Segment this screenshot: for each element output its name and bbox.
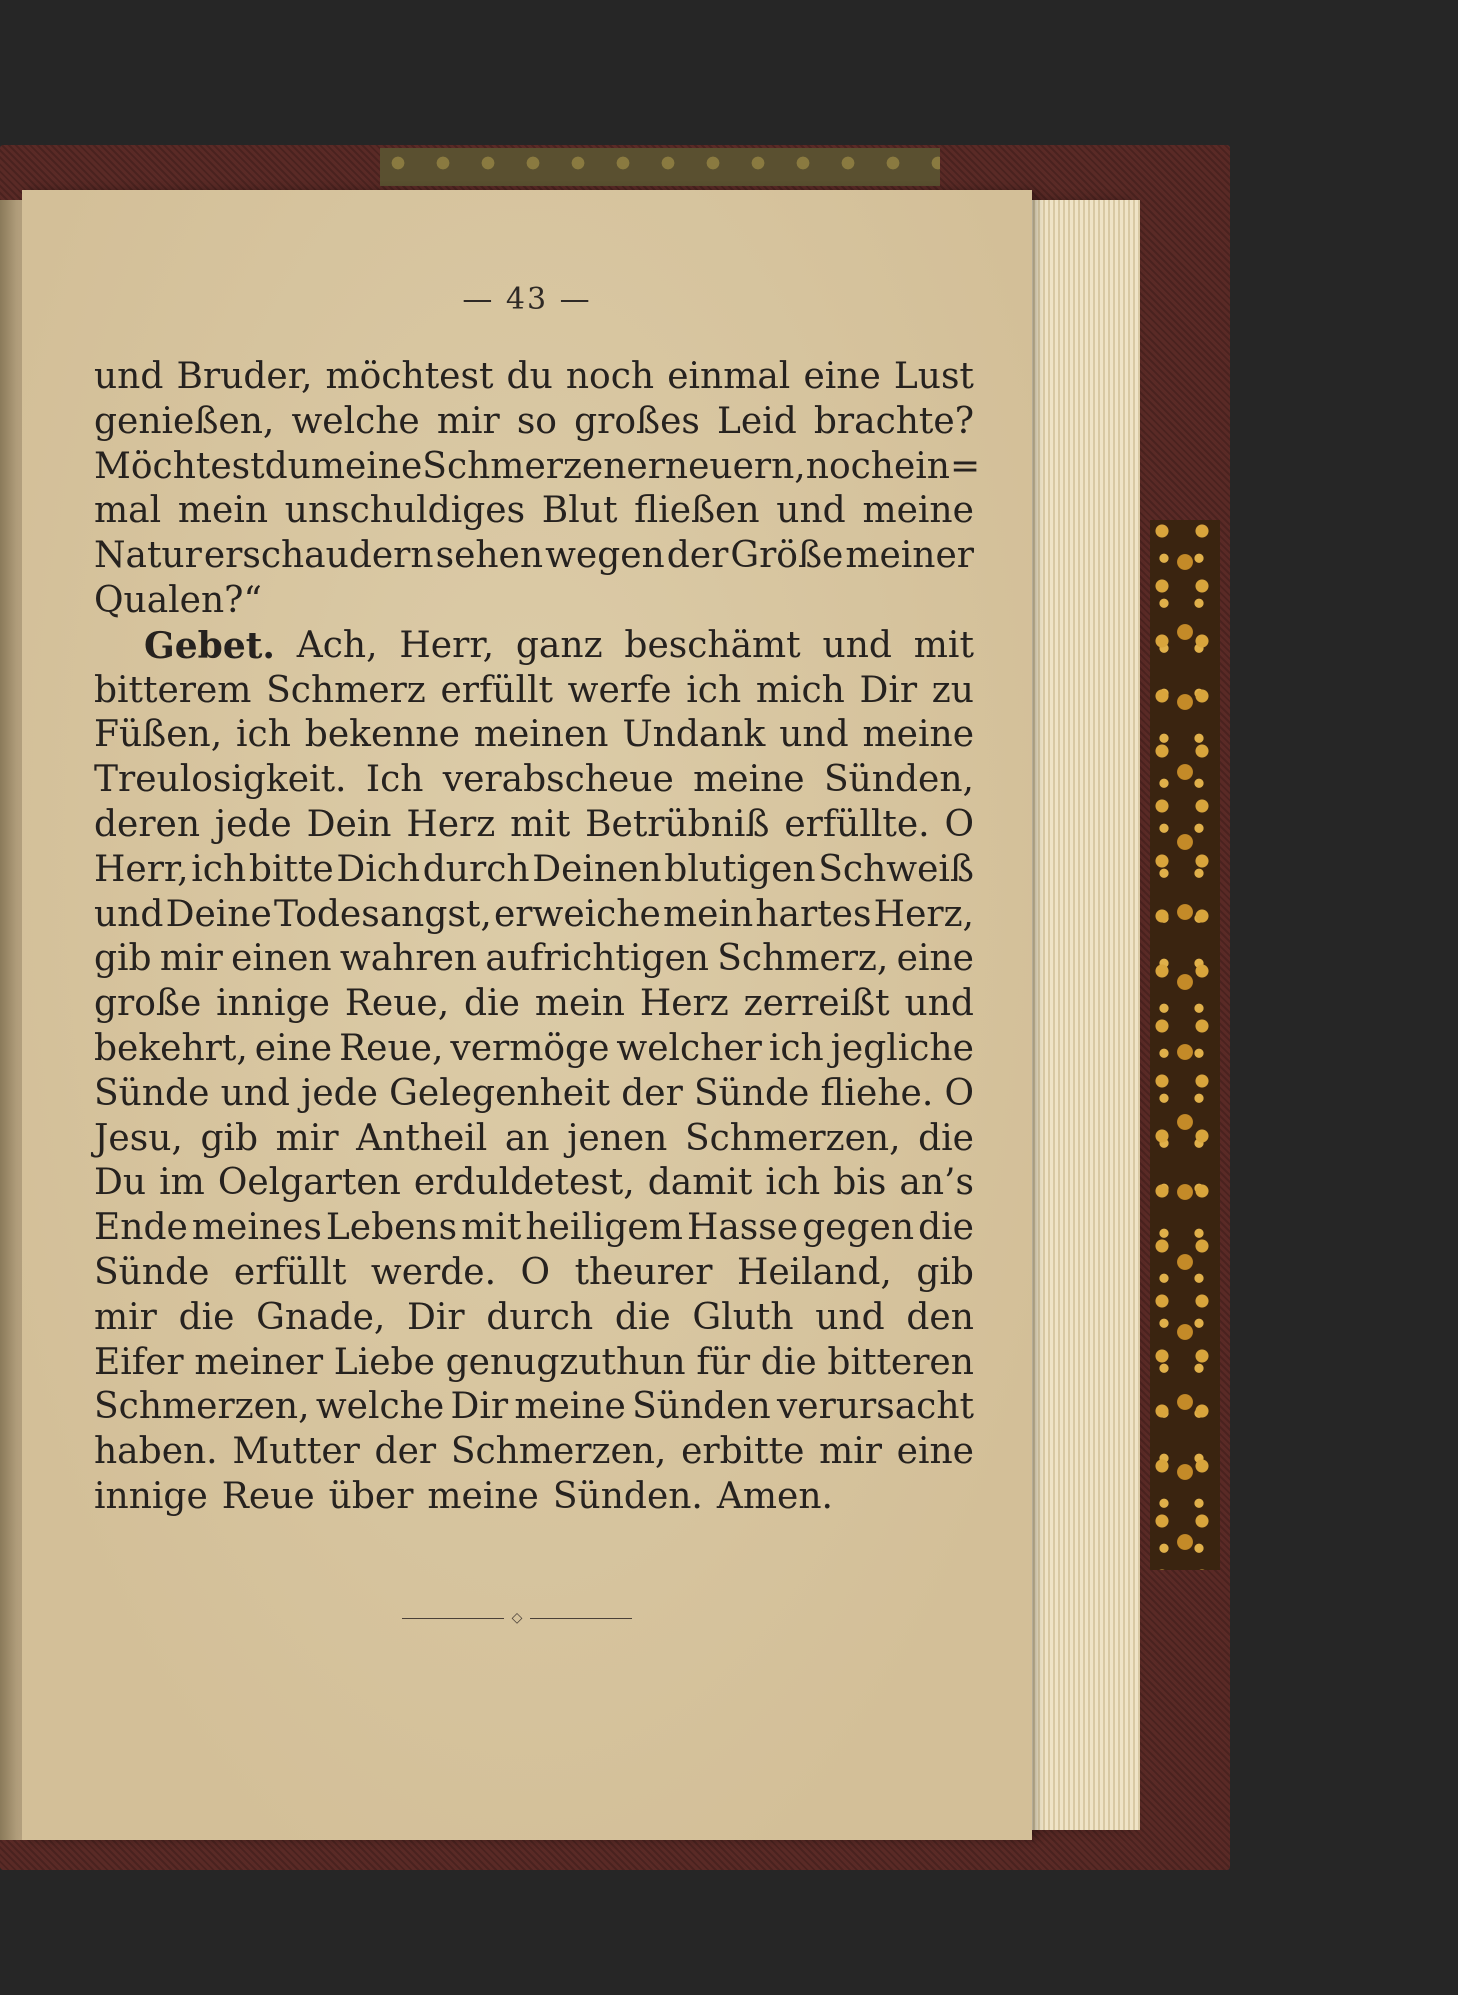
text-word: wahren <box>339 938 478 980</box>
text-word: erweiche <box>494 893 661 935</box>
text-word: Füßen, <box>94 714 223 756</box>
page-stack-edge <box>1020 200 1140 1830</box>
text-word: erneuern, <box>626 445 806 487</box>
text-word: gib <box>200 1117 259 1159</box>
text-word: zu <box>931 669 974 711</box>
text-line <box>94 445 981 490</box>
text-word: verursacht <box>776 1386 974 1428</box>
text-word: die <box>614 1296 671 1338</box>
text-word: fließen <box>634 490 760 532</box>
text-word: du <box>264 445 311 487</box>
text-word: ich <box>768 1027 824 1069</box>
text-word: möchtest <box>325 356 494 397</box>
text-word: Hasse <box>686 1207 799 1249</box>
text-word: die <box>760 1341 817 1383</box>
text-line <box>94 1475 974 1520</box>
text-word: Ich <box>365 759 424 801</box>
text-word: an’s <box>899 1162 974 1204</box>
text-word: einmal <box>667 356 791 397</box>
text-word: der <box>666 535 729 577</box>
text-word: unschuldiges <box>284 490 526 532</box>
text-word: brachte? <box>813 400 974 442</box>
text-word: innige <box>216 983 330 1025</box>
text-word: erfüllt <box>440 669 553 711</box>
text-line <box>94 400 974 445</box>
text-word: Liebe <box>333 1341 435 1383</box>
text-word: durch <box>422 848 530 890</box>
text-word: mein <box>177 490 269 532</box>
text-word: bitterem <box>94 669 252 711</box>
text-word: Schmerzen <box>422 445 627 487</box>
text-word: Jesu, <box>94 1117 183 1159</box>
page-text <box>94 355 981 1520</box>
text-word: ein= <box>893 445 981 487</box>
text-word: Natur <box>94 535 202 577</box>
text-word: Schweiß <box>818 848 974 890</box>
text-word: Dir <box>450 1386 509 1428</box>
text-word: deren <box>94 803 201 845</box>
text-word: Lust <box>893 356 974 397</box>
text-line <box>94 1027 974 1072</box>
text-word: ich <box>686 669 742 711</box>
text-word: meine <box>514 1386 626 1428</box>
text-word: werfe <box>567 669 672 711</box>
text-word: mit <box>461 1207 522 1249</box>
text-word: erduldetest, <box>413 1162 635 1204</box>
text-word: eine <box>896 938 974 980</box>
text-word: ich <box>765 1162 821 1204</box>
text-line <box>94 1161 974 1206</box>
text-word: Lebens <box>325 1207 458 1249</box>
text-word: damit <box>647 1162 753 1204</box>
text-word: Bruder, <box>176 356 313 397</box>
text-word: einen <box>231 938 332 980</box>
text-word: meine <box>862 490 974 532</box>
text-word: Schmerz <box>266 669 426 711</box>
text-word: meinen <box>473 714 609 756</box>
text-word: genugzuthun <box>445 1341 686 1383</box>
text-word: erfüllt <box>233 1251 347 1293</box>
text-word: und <box>776 490 846 532</box>
text-word: Sünden, <box>823 759 974 801</box>
text-word: Größe <box>730 535 844 577</box>
page-number: — 43 — <box>462 282 592 317</box>
text-word: mal <box>94 490 162 532</box>
text-word: mein <box>534 983 625 1025</box>
text-word: großes <box>574 400 700 442</box>
text-word: bis <box>833 1162 887 1204</box>
text-word: Sünde <box>94 1251 210 1293</box>
text-word: Herr, <box>399 624 495 666</box>
text-word: Treulosigkeit. <box>94 759 347 801</box>
text-word: Schmerz, <box>717 938 889 980</box>
text-word: meines <box>191 1207 322 1249</box>
text-line <box>94 534 974 579</box>
ornament-glyph: ◇ <box>511 1610 523 1626</box>
text-word: werde. <box>370 1251 497 1293</box>
text-line <box>94 713 974 758</box>
text-word: Reue, <box>339 1027 444 1069</box>
text-word: aufrichtigen <box>485 938 709 980</box>
text-line <box>94 937 974 982</box>
text-line <box>94 1341 974 1386</box>
text-line <box>94 1296 974 1341</box>
text-word: Dich <box>336 848 421 890</box>
text-word: und <box>220 1072 290 1114</box>
text-line <box>94 982 974 1027</box>
ornament-rule-right <box>530 1618 632 1619</box>
text-word: große <box>94 983 202 1025</box>
text-word: der <box>621 1072 683 1114</box>
text-line <box>94 758 974 803</box>
text-word: bekenne <box>304 714 460 756</box>
text-word: bitte <box>248 848 334 890</box>
text-word: meine <box>693 759 805 801</box>
text-word: Gebet. <box>144 624 275 667</box>
text-word: Dir <box>859 669 918 711</box>
text-word: heiligem <box>525 1207 683 1249</box>
text-word: Gluth <box>692 1296 794 1338</box>
text-word: Mutter <box>232 1431 360 1473</box>
text-line <box>94 624 974 669</box>
text-word: erbitte <box>681 1431 805 1473</box>
text-word: und <box>94 893 164 935</box>
end-ornament <box>402 1608 632 1628</box>
book-page <box>22 190 1032 1840</box>
text-line <box>94 1430 974 1475</box>
text-word: mir <box>159 938 223 980</box>
text-word: und <box>94 356 164 397</box>
text-word: mir <box>94 1296 157 1338</box>
text-word: eine <box>803 356 881 397</box>
text-word: Heiland, <box>736 1251 892 1293</box>
text-line <box>94 1206 974 1251</box>
text-word: sehen <box>435 535 544 577</box>
text-line <box>94 1385 974 1430</box>
text-word: Oelgarten <box>217 1162 401 1204</box>
text-word: Gelegenheit <box>389 1072 611 1114</box>
text-word: Herr, <box>94 848 189 890</box>
text-word: meiner <box>845 535 974 577</box>
text-word: Sünde <box>94 1072 210 1114</box>
text-word: gib <box>94 938 152 980</box>
text-word: noch <box>805 445 894 487</box>
text-line <box>94 1117 974 1162</box>
text-word: eine <box>254 1027 333 1069</box>
text-word: und <box>904 983 974 1025</box>
text-word: Ach, <box>296 624 378 666</box>
text-word: welche <box>315 1386 445 1428</box>
text-word: so <box>516 400 557 442</box>
text-word: erfüllte. <box>784 803 930 845</box>
text-word: Herz <box>639 983 729 1025</box>
text-word: bekehrt, <box>94 1027 248 1069</box>
text-word: Eifer <box>94 1341 184 1383</box>
text-word: die <box>178 1296 235 1338</box>
marbled-page-edge <box>1150 520 1220 1570</box>
text-word: Gnade, <box>256 1296 386 1338</box>
text-line <box>94 669 974 714</box>
text-word: und <box>779 714 849 756</box>
text-word: mir <box>275 1117 339 1159</box>
text-word: beschämt <box>624 624 801 666</box>
text-word: gib <box>916 1251 974 1293</box>
text-word: fliehe. <box>820 1072 934 1114</box>
text-word: Leid <box>716 400 797 442</box>
text-word: Sünden <box>632 1386 771 1428</box>
text-word: ganz <box>515 624 603 666</box>
text-word: und <box>815 1296 885 1338</box>
text-word: mit <box>510 803 571 845</box>
text-word: an <box>504 1117 550 1159</box>
text-word: meine <box>862 714 974 756</box>
text-word: Betrübniß <box>585 803 770 845</box>
text-word: zerreißt <box>743 983 890 1025</box>
text-line <box>94 489 974 534</box>
text-word: mir <box>436 400 500 442</box>
text-line <box>94 848 974 893</box>
text-line <box>94 355 974 400</box>
text-line <box>94 579 974 624</box>
text-line <box>94 1251 974 1296</box>
text-word: wegen <box>545 535 665 577</box>
text-word: mir <box>819 1431 882 1473</box>
text-word: der <box>374 1431 437 1473</box>
text-word: jenen <box>567 1117 668 1159</box>
text-word: Deine <box>165 893 272 935</box>
text-word: Todesangst, <box>274 893 492 935</box>
text-word: jede <box>214 803 292 845</box>
text-word: Dir <box>407 1296 465 1338</box>
text-word: ich <box>191 848 247 890</box>
text-line <box>94 803 974 848</box>
text-word: Dein <box>306 803 392 845</box>
text-word: den <box>906 1296 974 1338</box>
text-word: die <box>918 1207 974 1249</box>
text-word: durch <box>486 1296 594 1338</box>
text-word: die <box>918 1117 974 1159</box>
text-word: verabscheue <box>442 759 674 801</box>
text-word: Schmerzen, <box>94 1386 310 1428</box>
text-word: Antheil <box>356 1117 488 1159</box>
text-word: welcher <box>616 1027 762 1069</box>
text-word: Blut <box>541 490 618 532</box>
text-word: mit <box>913 624 974 666</box>
text-word: jegliche <box>830 1027 974 1069</box>
text-word: gegen <box>802 1207 915 1249</box>
text-word: Amen. <box>716 1475 833 1517</box>
text-word: meine <box>310 445 423 487</box>
text-word: meine <box>427 1475 539 1517</box>
text-word: Ende <box>94 1207 188 1249</box>
text-word: du <box>506 356 553 397</box>
text-line <box>94 893 974 938</box>
text-word: Herz, <box>873 893 974 935</box>
text-word: vermöge <box>450 1027 610 1069</box>
text-word: genießen, <box>94 400 275 442</box>
marbled-cover-top <box>380 148 940 186</box>
text-word: im <box>159 1162 205 1204</box>
text-word: welche <box>291 400 420 442</box>
text-word: Möchtest <box>94 445 265 487</box>
text-word: Reue, <box>344 983 450 1025</box>
text-word: O <box>520 1251 551 1293</box>
text-word: mich <box>755 669 845 711</box>
text-word: die <box>464 983 520 1025</box>
text-line <box>94 1072 974 1117</box>
text-word: Undank <box>622 714 766 756</box>
text-word: innige <box>94 1475 208 1517</box>
text-word: ich <box>236 714 291 756</box>
text-word: erschaudern <box>203 535 434 577</box>
text-word: hartes <box>755 893 872 935</box>
text-word: für <box>696 1341 751 1383</box>
text-word: blutigen <box>664 848 816 890</box>
text-word: Qualen?“ <box>94 579 262 621</box>
text-word: noch <box>565 356 655 397</box>
text-word: jede <box>301 1072 378 1114</box>
text-word: Sünden. <box>552 1475 703 1517</box>
text-word: Schmerzen, <box>684 1117 901 1159</box>
ornament-rule-left <box>402 1618 504 1619</box>
text-word: eine <box>896 1431 974 1473</box>
text-word: Herz <box>406 803 496 845</box>
text-word: Reue <box>221 1475 315 1517</box>
text-word: über <box>328 1475 414 1517</box>
text-word: Sünde <box>693 1072 810 1114</box>
text-word: haben. <box>94 1431 218 1473</box>
text-word: bitteren <box>827 1341 974 1383</box>
text-word: Deinen <box>532 848 662 890</box>
text-word: O <box>944 803 974 845</box>
text-word: und <box>822 624 892 666</box>
text-word: Schmerzen, <box>450 1431 667 1473</box>
text-word: mein <box>663 893 754 935</box>
text-word: Du <box>94 1162 147 1204</box>
text-word: O <box>944 1072 974 1114</box>
text-word: meiner <box>194 1341 324 1383</box>
text-word: theurer <box>574 1251 713 1293</box>
